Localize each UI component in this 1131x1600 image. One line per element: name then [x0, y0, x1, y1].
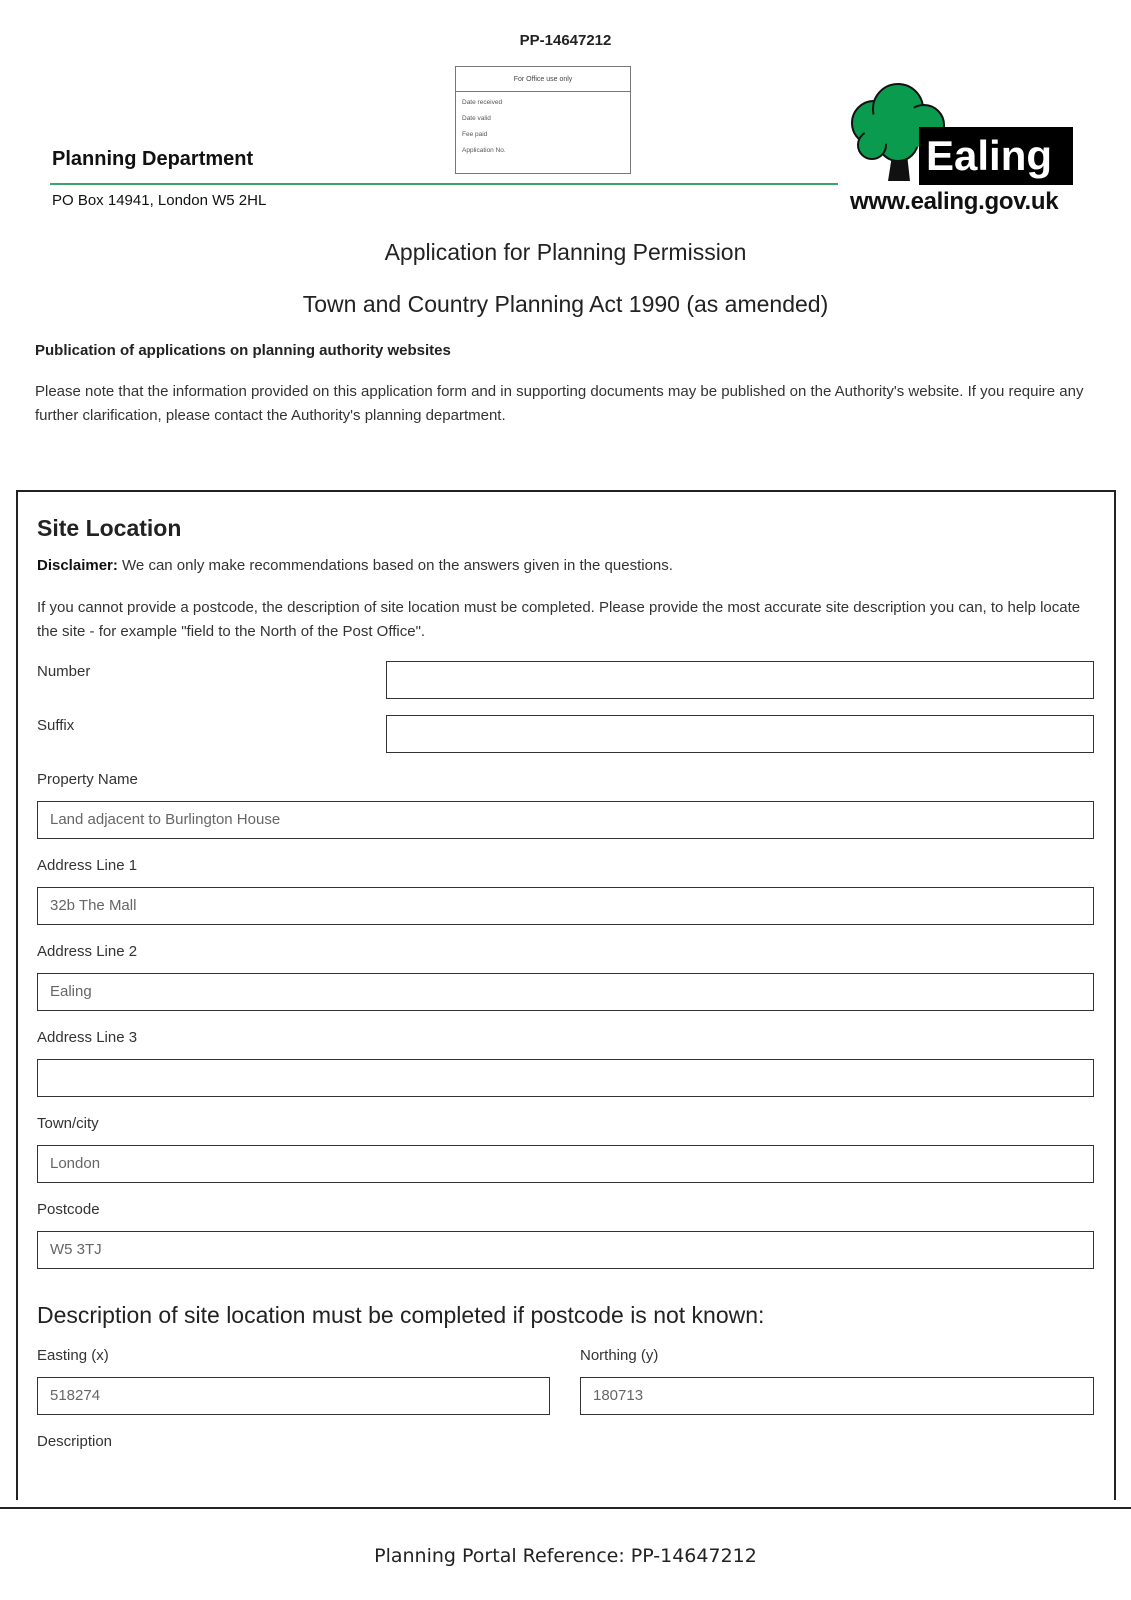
ealing-logo [836, 83, 1076, 188]
page-subtitle: Town and Country Planning Act 1990 (as amended) [302, 291, 829, 317]
publication-heading: Publication of applications on planning authority websites [35, 342, 451, 359]
office-row-date-valid: Date valid [462, 115, 491, 122]
header-divider [50, 183, 838, 185]
address-line-2-label: Address Line 2 [37, 943, 138, 960]
address-line-2-field[interactable]: Ealing [37, 973, 1094, 1011]
town-city-label: Town/city [37, 1115, 99, 1132]
address-line-3-label: Address Line 3 [37, 1029, 138, 1046]
suffix-label: Suffix [37, 717, 75, 734]
footer-reference: Planning Portal Reference: PP-14647212 [374, 1545, 757, 1567]
page-title: Application for Planning Permission [384, 239, 747, 265]
department-name: Planning Department [52, 148, 254, 170]
northing-label: Northing (y) [580, 1347, 659, 1364]
office-use-heading: For Office use only [456, 67, 630, 92]
disclaimer [37, 557, 673, 574]
property-name-label: Property Name [37, 771, 138, 788]
office-row-fee-paid: Fee paid [462, 131, 488, 138]
description-label: Description [37, 1433, 113, 1450]
office-row-date-received: Date received [462, 99, 503, 106]
property-name-field[interactable]: Land adjacent to Burlington House [37, 801, 1094, 839]
postcode-field[interactable]: W5 3TJ [37, 1231, 1094, 1269]
postcode-label: Postcode [37, 1201, 100, 1218]
section-title: Site Location [37, 515, 182, 541]
easting-label: Easting (x) [37, 1347, 109, 1364]
disclaimer-label: Disclaimer: [37, 557, 118, 574]
suffix-field[interactable] [386, 715, 1094, 753]
office-row-application-no: Application No. [462, 147, 506, 154]
town-city-field[interactable]: London [37, 1145, 1094, 1183]
northing-field[interactable]: 180713 [580, 1377, 1094, 1415]
number-label: Number [37, 663, 91, 680]
logo-url: www.ealing.gov.uk [850, 188, 1059, 215]
office-use-box [455, 66, 631, 174]
help-text: If you cannot provide a postcode, the description of site location must be completed. Please provide the most accurate site description you can, to help locate the site - for example "field to the North of the Post Office". [37, 599, 1081, 640]
address-line-1-label: Address Line 1 [37, 857, 138, 874]
publication-text: Please note that the information provided on this application form and in supporting documents may be published on the Authority's website. If you require any further clarification, please contact the Authority's planning department. [35, 383, 1084, 424]
description-heading: Description of site location must be completed if postcode is not known: [37, 1302, 765, 1328]
footer-divider [0, 1507, 1131, 1509]
number-field[interactable] [386, 661, 1094, 699]
reference-number-top: PP-14647212 [519, 32, 612, 49]
easting-field[interactable]: 518274 [37, 1377, 550, 1415]
department-address: PO Box 14941, London W5 2HL [52, 192, 267, 209]
disclaimer-text: We can only make recommendations based on the answers given in the questions. [122, 557, 673, 574]
logo-text: Ealing [926, 132, 1053, 179]
address-line-1-field[interactable]: 32b The Mall [37, 887, 1094, 925]
address-line-3-field[interactable] [37, 1059, 1094, 1097]
